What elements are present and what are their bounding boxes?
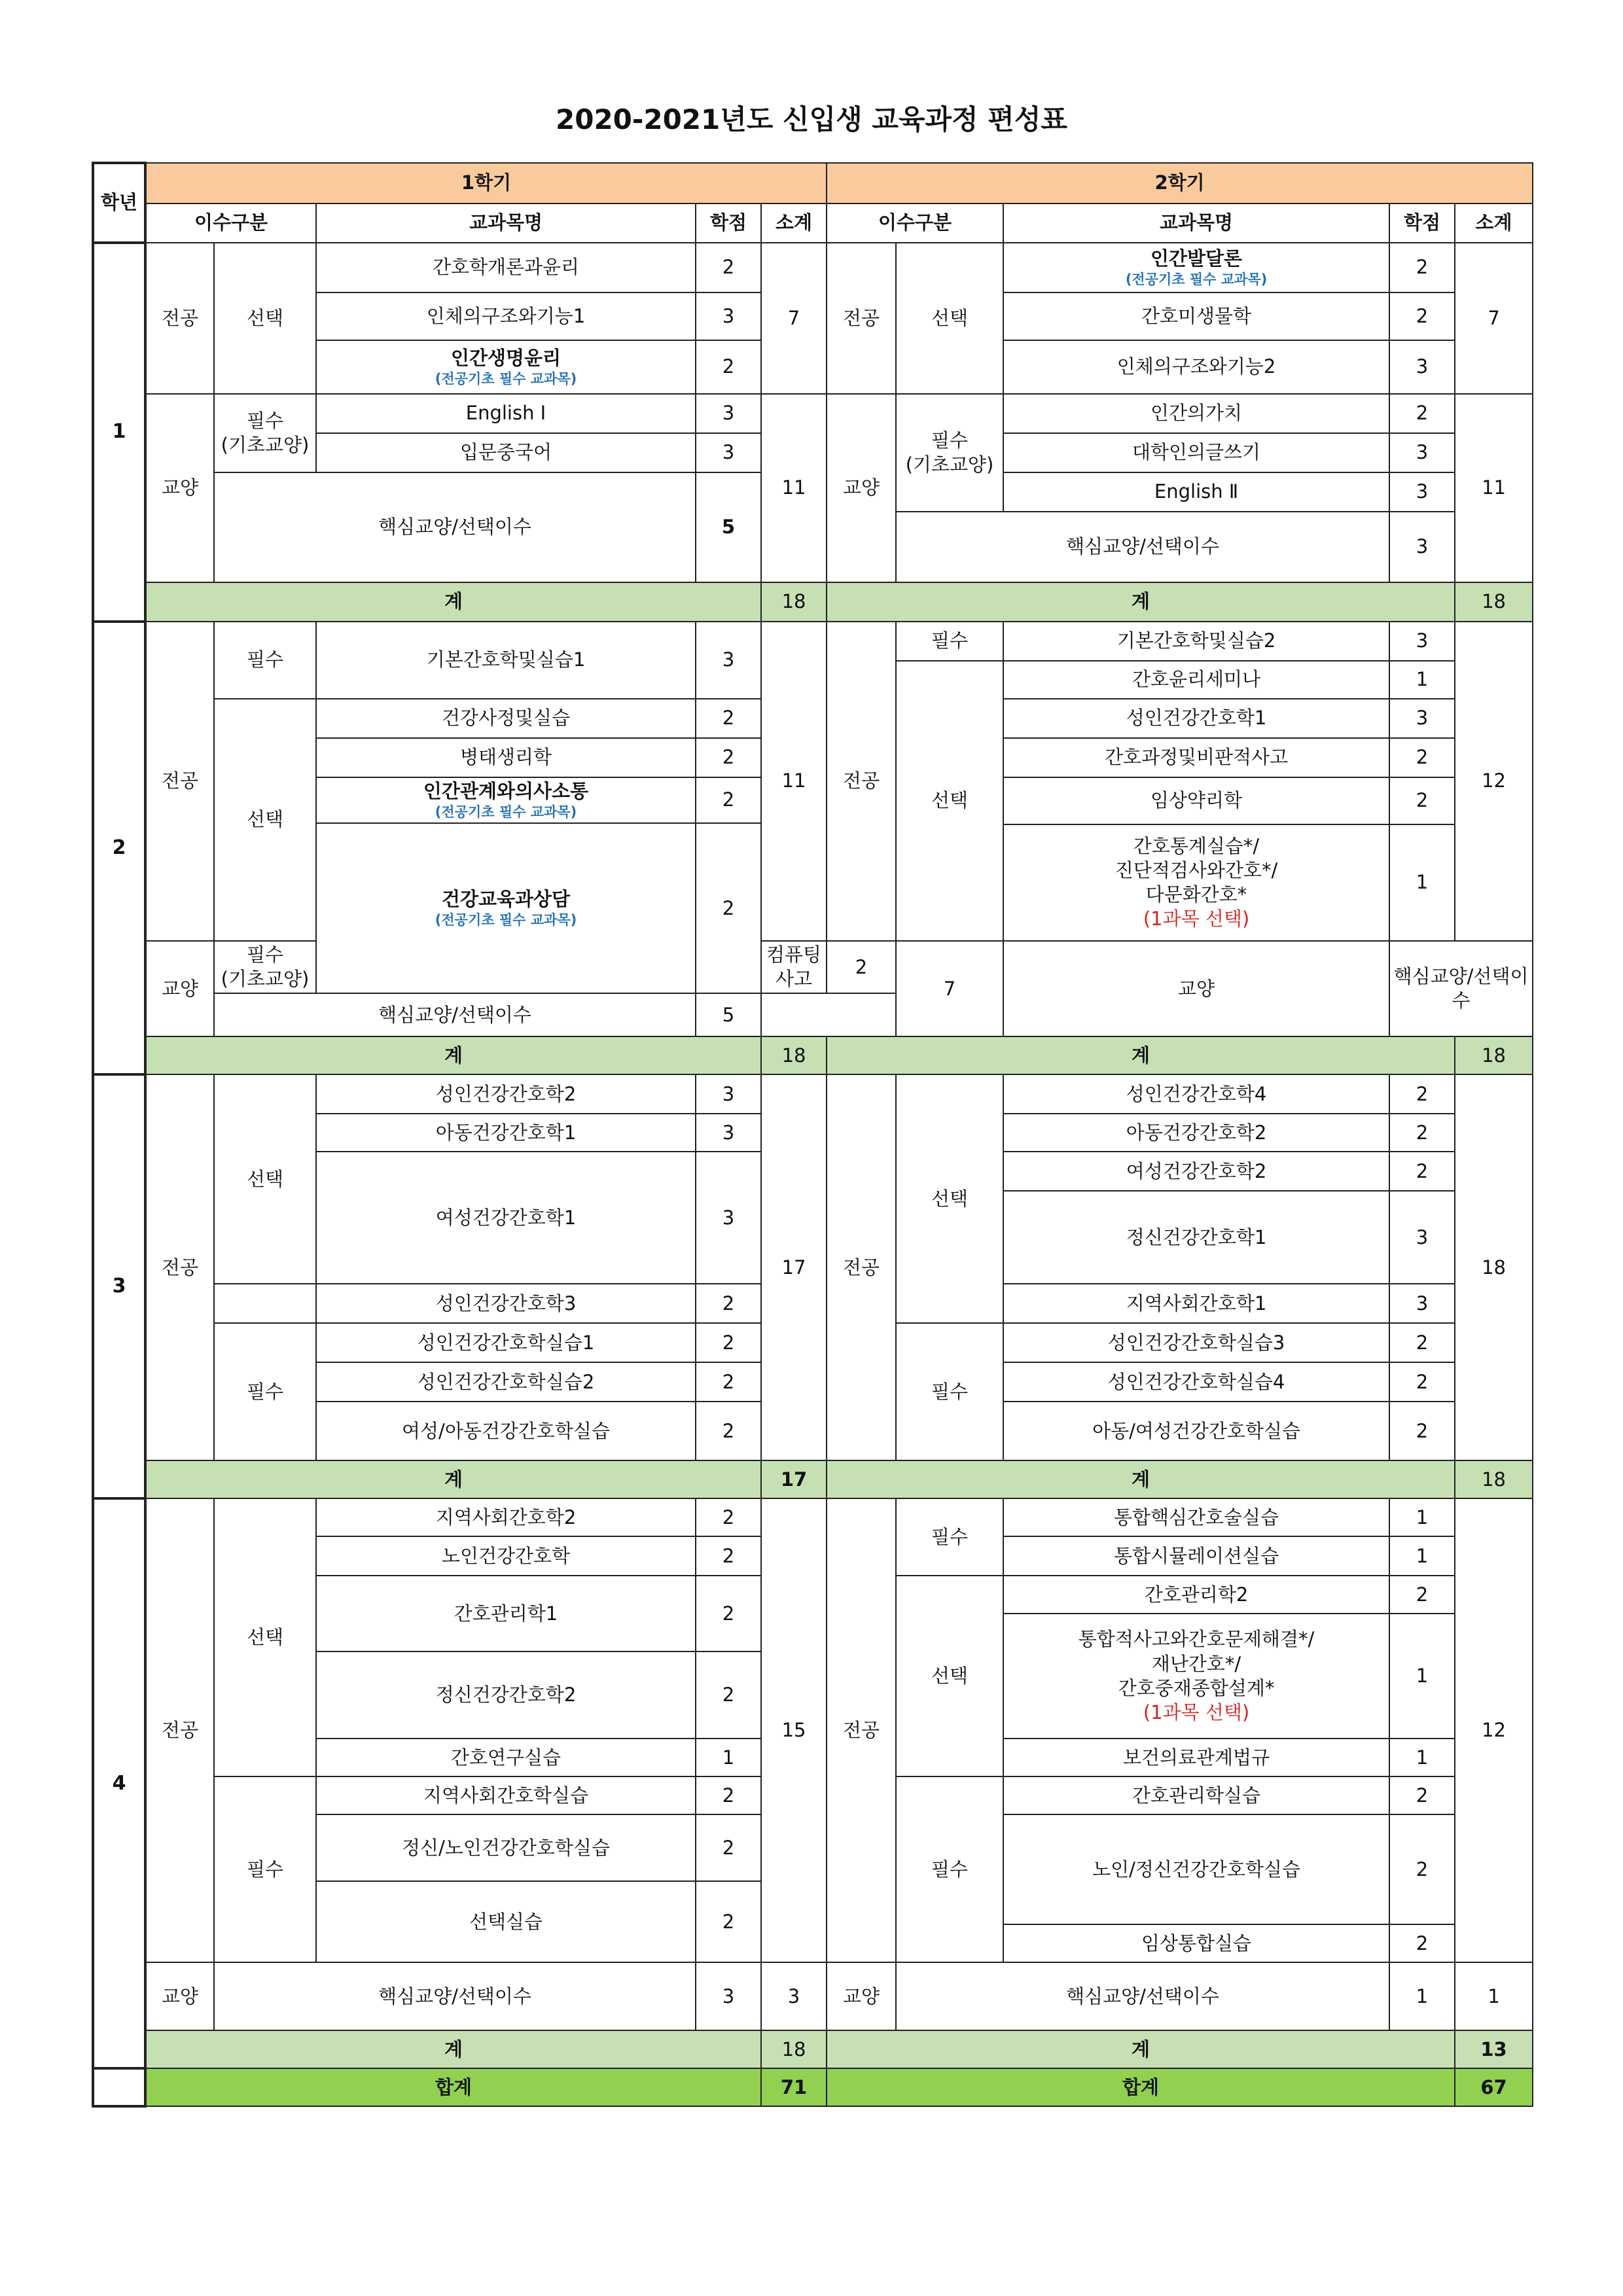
subtotal: 11 [1455,394,1533,582]
course-credit: 3 [1389,1191,1455,1284]
course-name: 성인건강간호학실습2 [316,1362,696,1402]
course-credit: 2 [696,1881,761,1962]
header-subtotal: 소계 [761,203,827,243]
subtotal: 7 [761,243,827,394]
year-cell: 4 [93,1498,145,2068]
subtotal: 11 [761,394,827,582]
subcategory-elective-cont [214,1284,316,1323]
course-credit: 2 [1389,1362,1455,1402]
course-name: 통합핵심간호술실습 [1003,1498,1389,1536]
course-name: 정신/노인건강간호학실습 [316,1814,696,1881]
sum-value: 18 [761,582,827,622]
subtotal: 3 [761,1962,827,2030]
core-liberal-elective: 핵심교양/선택이수 [896,512,1389,582]
subtotal: 12 [1455,622,1533,941]
subcategory-required: 필수 [896,1323,1003,1460]
basic-required-note: (전공기초 필수 교과목) [1125,272,1268,288]
header-subtotal: 소계 [1455,203,1533,243]
sum-label: 계 [827,1460,1455,1498]
course-name: 간호연구실습 [316,1739,696,1776]
course-name: 인간의가치 [1003,394,1389,433]
course-credit: 2 [1389,1152,1455,1191]
subcategory-elective: 선택 [214,1074,316,1284]
course-name: 인체의구조와기능2 [1003,340,1389,394]
course-credit: 2 [696,1576,761,1651]
category-liberal: 교양 [1003,941,1389,1036]
subcategory-elective: 선택 [896,1576,1003,1776]
course-name: 성인건강간호학2 [316,1074,696,1114]
subcategory-required: 필수 [214,1323,316,1460]
course-name: 지역사회간호학실습 [316,1776,696,1814]
pick-one-note: (1과목 선택) [1143,908,1250,930]
course-credit: 2 [1389,243,1455,292]
course-name: 인체의구조와기능1 [316,292,696,340]
header-category: 이수구분 [145,203,316,243]
required-label: 필수 [246,409,284,432]
subcategory-elective: 선택 [214,1498,316,1776]
required-label: 필수 [931,429,969,451]
subcategory-elective: 선택 [896,243,1003,394]
course-name: 성인건강간호학1 [1003,699,1389,738]
course-name: 임상통합실습 [1003,1924,1389,1962]
course-name: 여성건강간호학2 [1003,1152,1389,1191]
core-liberal-elective: 핵심교양/선택이수 [214,1962,696,2030]
course-name: 성인건강간호학4 [1003,1074,1389,1114]
course-credit: 3 [1389,1284,1455,1323]
course-credit: 2 [696,1498,761,1536]
course-title: 인간관계와의사소통 [423,780,589,802]
course-name: 기본간호학및실습1 [316,622,696,699]
course-credit: 1 [1389,1739,1455,1776]
header-year: 학년 [93,163,145,243]
pick-one-note: (1과목 선택) [1143,1701,1250,1723]
course-credit: 2 [696,777,761,823]
category-liberal: 교양 [827,1962,896,2030]
course-credit: 2 [696,823,761,993]
category-major: 전공 [145,1498,214,1962]
course-credit: 3 [1389,512,1455,582]
header-course: 교과목명 [1003,203,1389,243]
subcategory-required: 필수 [896,622,1003,661]
header-category: 이수구분 [827,203,1003,243]
course-credit: 3 [696,292,761,340]
course-name: 보건의료관계법규 [1003,1739,1389,1776]
course-name: 정신건강간호학2 [316,1651,696,1739]
course-title: 건강교육과상담 [441,888,571,911]
course-credit: 2 [696,1284,761,1323]
course-credit: 2 [1389,777,1455,824]
category-major: 전공 [827,243,896,394]
subcategory-elective: 선택 [214,699,316,941]
sum-label: 계 [145,1036,761,1074]
category-major: 전공 [827,1074,896,1460]
grand-total-value: 71 [761,2068,827,2106]
course-name: 기본간호학및실습2 [1003,622,1389,661]
subtotal: 7 [896,941,1003,1036]
course-name: 여성건강간호학1 [316,1152,696,1284]
course-name: 대학인의글쓰기 [1003,433,1389,472]
category-liberal: 교양 [145,1962,214,2030]
category-major: 전공 [145,622,214,941]
course-credit: 2 [1389,394,1455,433]
sum-label: 계 [145,1460,761,1498]
course-choice-group [1003,1614,1389,1739]
basic-required-note: (전공기초 필수 교과목) [435,371,577,387]
course-name: 노인/정신건강간호학실습 [1003,1814,1389,1924]
course-name: 아동건강간호학1 [316,1114,696,1152]
header-credit: 학점 [696,203,761,243]
course-credit: 1 [1389,1536,1455,1576]
course-name: 성인건강간호학3 [316,1284,696,1323]
course-credit: 3 [1389,340,1455,394]
course-credit: 1 [1389,824,1455,941]
header-semester-1: 1학기 [145,163,827,203]
course-credit: 3 [696,394,761,433]
course-name: 지역사회간호학1 [1003,1284,1389,1323]
course-credit: 3 [1389,433,1455,472]
course-credit: 2 [1389,292,1455,340]
choice-item: 재난간호*/ [1151,1652,1241,1675]
course-credit: 2 [696,699,761,738]
course-credit: 2 [696,1402,761,1460]
subcategory-required-basic [214,394,316,472]
course-name: 컴퓨팅사고 [761,941,827,993]
subtotal: 1 [1455,1962,1533,2030]
course-name: 성인건강간호학실습4 [1003,1362,1389,1402]
subcategory-required-basic [896,394,1003,512]
category-major: 전공 [145,1074,214,1460]
choice-item: 간호중재종합설계* [1118,1676,1275,1699]
sum-label: 계 [827,1036,1455,1074]
subcategory-elective: 선택 [214,243,316,394]
course-name: 정신건강간호학1 [1003,1191,1389,1284]
subcategory-required: 필수 [214,1776,316,1962]
course-credit: 1 [1389,661,1455,699]
course-credit: 2 [696,340,761,394]
course-name: 아동건강간호학2 [1003,1114,1389,1152]
course-name [316,777,696,823]
course-credit: 2 [1389,1924,1455,1962]
sum-value: 17 [761,1460,827,1498]
course-credit: 2 [696,1323,761,1362]
basic-required-note: (전공기초 필수 교과목) [435,804,577,821]
subcategory-required: 필수 [896,1776,1003,1962]
sum-value: 18 [761,2030,827,2068]
basic-liberal-label: (기초교양) [905,453,994,476]
sum-value: 18 [1455,582,1533,622]
course-credit: 2 [827,941,896,993]
course-credit: 2 [696,243,761,292]
course-credit: 2 [1389,1814,1455,1924]
course-choice-group [1003,824,1389,941]
subtotal: 15 [761,1498,827,1962]
course-title: 인간생명윤리 [450,347,562,369]
core-liberal-elective: 핵심교양/선택이수 [214,472,696,582]
sum-value: 18 [761,1036,827,1074]
category-liberal: 교양 [827,394,896,582]
category-major: 전공 [827,1498,896,1962]
course-credit: 2 [696,1362,761,1402]
course-credit: 1 [1389,1614,1455,1739]
header-credit: 학점 [1389,203,1455,243]
course-credit: 3 [1389,472,1455,512]
course-name: 간호과정및비판적사고 [1003,738,1389,777]
course-credit: 1 [696,1739,761,1776]
course-credit: 2 [1389,1323,1455,1362]
course-credit: 2 [1389,1114,1455,1152]
basic-liberal-label: (기초교양) [221,434,310,456]
course-name [316,823,696,993]
grand-total-label: 합계 [827,2068,1455,2106]
course-credit: 2 [696,1814,761,1881]
document-title: 2020-2021년도 신입생 교육과정 편성표 [556,103,1067,135]
sum-label: 계 [145,582,761,622]
header-semester-2: 2학기 [827,163,1533,203]
course-credit: 2 [696,1651,761,1739]
course-name: 간호윤리세미나 [1003,661,1389,699]
choice-item: 통합적사고와간호문제해결*/ [1078,1628,1315,1651]
category-major: 전공 [827,622,896,941]
course-credit: 3 [696,433,761,472]
core-liberal-elective: 핵심교양/선택이수 [1389,941,1533,1036]
course-name: 병태생리학 [316,738,696,777]
course-name: 아동/여성건강간호학실습 [1003,1402,1389,1460]
course-name: 건강사정및실습 [316,699,696,738]
subtotal: 11 [761,622,827,941]
course-name: English Ⅰ [316,394,696,433]
course-name: 통합시뮬레이션실습 [1003,1536,1389,1576]
basic-required-note: (전공기초 필수 교과목) [435,912,577,928]
course-credit: 5 [696,993,761,1036]
course-credit: 2 [1389,1776,1455,1814]
course-credit: 3 [696,1962,761,2030]
subtotal: 17 [761,1074,827,1460]
course-title: 인간발달론 [1150,247,1243,270]
course-name: 간호학개론과윤리 [316,243,696,292]
sum-label: 계 [145,2030,761,2068]
sum-value: 18 [1455,1036,1533,1074]
course-credit: 2 [696,1776,761,1814]
subcategory-elective: 선택 [896,1074,1003,1323]
subcategory-elective: 선택 [896,661,1003,941]
category-major: 전공 [145,243,214,394]
course-name: 입문중국어 [316,433,696,472]
course-name [316,340,696,394]
year-cell: 1 [93,243,145,622]
course-name [1003,243,1389,292]
course-credit: 1 [1389,1498,1455,1536]
course-credit: 2 [696,738,761,777]
subtotal: 18 [1455,1074,1533,1460]
subtotal: 12 [1455,1498,1533,1962]
course-credit: 3 [696,1114,761,1152]
total-blank [93,2068,145,2106]
grand-total-value: 67 [1455,2068,1533,2106]
subtotal: 7 [1455,243,1533,394]
choice-item: 진단적검사와간호*/ [1115,858,1278,881]
course-credit: 2 [1389,738,1455,777]
course-name: 간호관리학1 [316,1576,696,1651]
category-liberal: 교양 [145,394,214,582]
core-liberal-elective: 핵심교양/선택이수 [214,993,696,1036]
course-name: 선택실습 [316,1881,696,1962]
course-credit: 3 [696,622,761,699]
course-credit: 5 [696,472,761,582]
course-name: 간호관리학2 [1003,1576,1389,1614]
course-name: 성인건강간호학실습1 [316,1323,696,1362]
course-credit: 2 [1389,1074,1455,1114]
course-name: 노인건강간호학 [316,1536,696,1576]
course-credit: 2 [696,1536,761,1576]
course-name: English Ⅱ [1003,472,1389,512]
subcategory-required: 필수 [214,622,316,699]
course-name: 간호미생물학 [1003,292,1389,340]
course-name: 여성/아동건강간호학실습 [316,1402,696,1460]
year-cell: 3 [93,1074,145,1498]
sum-value: 18 [1455,1460,1533,1498]
year-cell: 2 [93,622,145,1074]
course-name: 임상약리학 [1003,777,1389,824]
course-credit: 2 [1389,1402,1455,1460]
subcategory-required: 필수 [896,1498,1003,1576]
sum-value: 13 [1455,2030,1533,2068]
sum-label: 계 [827,582,1455,622]
header-course: 교과목명 [316,203,696,243]
course-credit: 3 [696,1074,761,1114]
required-label: 필수 [246,943,284,966]
choice-item: 간호통계실습*/ [1133,834,1260,857]
course-name: 지역사회간호학2 [316,1498,696,1536]
grand-total-label: 합계 [145,2068,761,2106]
subcategory-required-basic [214,941,316,993]
basic-liberal-label: (기초교양) [221,968,310,991]
course-credit: 3 [696,1152,761,1284]
sum-label: 계 [827,2030,1455,2068]
category-liberal: 교양 [145,941,214,1036]
choice-item: 다문화간호* [1145,883,1247,906]
course-name: 성인건강간호학실습3 [1003,1323,1389,1362]
course-credit: 3 [1389,699,1455,738]
course-credit: 2 [1389,1576,1455,1614]
core-liberal-elective: 핵심교양/선택이수 [896,1962,1389,2030]
course-credit: 1 [1389,1962,1455,2030]
course-credit: 3 [1389,622,1455,661]
course-name: 간호관리학실습 [1003,1776,1389,1814]
curriculum-table [92,162,1533,2108]
